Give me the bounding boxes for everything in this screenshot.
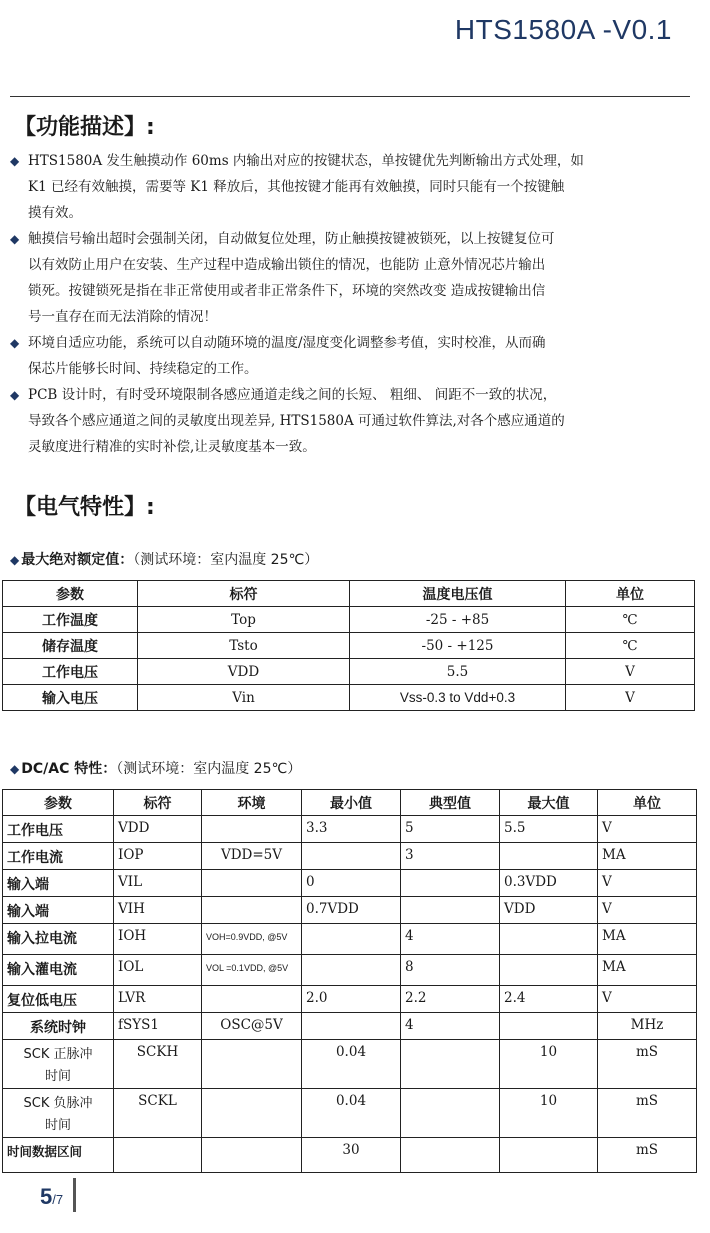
column-header: 最大值 [500,790,598,816]
table-cell: IOH [114,924,202,955]
table-cell [500,955,598,986]
table-row [3,659,695,685]
table-cell: mS [598,1089,697,1138]
paragraph-line: 号一直存在而无法消除的情况！ [28,309,217,325]
table-cell: IOL [114,955,202,986]
function-paragraph [8,330,692,382]
table-header-row [3,790,697,816]
paragraph-line: 灵敏度进行精准的实时补偿,让灵敏度基本一致。 [28,439,316,455]
table-cell [302,1013,401,1040]
abs-max-table [2,580,695,711]
table-cell: 复位低电压 [3,986,114,1013]
column-header: 参数 [3,581,138,607]
table-cell: 3.3 [302,816,401,843]
paragraph-line: 锁死。按键锁死是指在非正常使用或者非正常条件下，环境的突然改变 造成按键输出信 [28,283,546,299]
dcac-env: （测试环境：室内温度 25℃） [116,761,302,777]
table-cell: 5.5 [350,659,566,685]
column-header: 最小值 [302,790,401,816]
dcac-heading [10,758,301,778]
paragraph-line: 环境自适应功能，系统可以自动随环境的温度/湿度变化调整参考值，实时校准，从而确 [28,335,546,351]
table-cell: mS [598,1040,697,1089]
table-cell: 0.7VDD [302,897,401,924]
diamond-bullet-icon: ◆ [10,232,20,246]
table-cell: 10 [500,1040,598,1089]
total-pages: /7 [52,1192,64,1207]
column-header: 温度电压值 [350,581,566,607]
table-cell [202,1138,302,1173]
table-cell: OSC@5V [202,1013,302,1040]
function-description [8,148,692,460]
table-cell: MA [598,843,697,870]
table-row [3,1089,697,1138]
column-header: 标符 [114,790,202,816]
table-row [3,986,697,1013]
table-cell [401,1089,500,1138]
table-row [3,955,697,986]
diamond-bullet-icon: ◆ [10,336,20,350]
current-page: 5 [40,1184,53,1209]
table-cell [500,1138,598,1173]
header-divider [10,96,690,97]
table-row [3,607,695,633]
table-cell: SCKH [114,1040,202,1089]
table-cell: VIH [114,897,202,924]
column-header: 单位 [566,581,695,607]
table-cell: Vin [138,685,350,711]
table-cell [500,924,598,955]
paragraph-line: PCB 设计时，有时受环境限制各感应通道走线之间的长短、 粗细、 间距不一致的状况， [28,387,557,403]
table-cell: VDD=5V [202,843,302,870]
table-cell: 工作温度 [3,607,138,633]
table-cell [401,870,500,897]
table-row [3,685,695,711]
paragraph-line: K1 已经有效触摸，需要等 K1 释放后，其他按键才能再有效触摸，同时只能有一个按键触 [28,179,565,195]
table-row [3,816,697,843]
table-cell: ℃ [566,633,695,659]
column-header: 单位 [598,790,697,816]
table-cell: 4 [401,924,500,955]
table-cell: -50 - +125 [350,633,566,659]
table-cell [500,843,598,870]
table-cell: 2.2 [401,986,500,1013]
table-row [3,897,697,924]
table-cell: 工作电压 [3,659,138,685]
table-cell: Tsto [138,633,350,659]
table-cell: -25 - +85 [350,607,566,633]
table-row [3,924,697,955]
table-cell: Top [138,607,350,633]
table-cell: 输入端 [3,897,114,924]
table-cell: 2.4 [500,986,598,1013]
table-cell: 2.0 [302,986,401,1013]
table-cell: VIL [114,870,202,897]
abs-max-env: （测试环境：室内温度 25℃） [133,552,319,568]
table-cell: 5.5 [500,816,598,843]
diamond-bullet-icon: ◆ [10,154,20,168]
paragraph-line: 摸有效。 [28,205,82,221]
table-cell: 系统时钟 [3,1013,114,1040]
abs-max-heading [10,549,318,569]
table-cell [401,1138,500,1173]
table-cell: 时间数据区间 [3,1138,114,1173]
table-cell: mS [598,1138,697,1173]
table-cell [114,1138,202,1173]
table-cell: 输入灌电流 [3,955,114,986]
table-cell: 4 [401,1013,500,1040]
footer-divider [73,1178,76,1212]
document-title: HTS1580A -V0.1 [454,14,672,45]
table-cell: fSYS1 [114,1013,202,1040]
table-cell: VDD [138,659,350,685]
table-cell [302,924,401,955]
table-cell [202,870,302,897]
table-cell: ℃ [566,607,695,633]
paragraph-line: HTS1580A 发生触摸动作 60ms 内输出对应的按键状态，单按键优先判断输出方式处理，如 [28,153,584,169]
dcac-label: DC/AC 特性： [21,761,117,777]
table-cell: MHz [598,1013,697,1040]
table-cell [401,897,500,924]
table-cell: 输入拉电流 [3,924,114,955]
table-cell [302,955,401,986]
table-cell [202,1089,302,1138]
table-cell [202,897,302,924]
table-cell: V [598,870,697,897]
table-cell: 3 [401,843,500,870]
table-cell [500,1013,598,1040]
column-header: 参数 [3,790,114,816]
table-row [3,633,695,659]
table-row [3,870,697,897]
table-row [3,843,697,870]
table-cell: 储存温度 [3,633,138,659]
table-cell: VOH=0.9VDD, @5V [202,924,302,955]
table-header-row [3,581,695,607]
table-cell [302,843,401,870]
table-row [3,1013,697,1040]
diamond-bullet-icon: ◆ [10,553,20,567]
page-number [40,1184,63,1210]
table-cell: 8 [401,955,500,986]
table-cell: 0.04 [302,1040,401,1089]
table-cell: 0.04 [302,1089,401,1138]
table-cell: SCK 正脉冲 时间 [3,1040,114,1089]
section-title-electrical: 【电气特性】: [14,495,155,520]
paragraph-line: 保芯片能够长时间、持续稳定的工作。 [28,361,258,377]
table-cell: IOP [114,843,202,870]
table-cell: 输入端 [3,870,114,897]
function-paragraph [8,226,692,330]
table-cell: 工作电流 [3,843,114,870]
table-cell: V [566,659,695,685]
table-cell: 0.3VDD [500,870,598,897]
paragraph-line: 触摸信号输出超时会强制关闭，自动做复位处理，防止触摸按键被锁死，以上按键复位可 [28,231,555,247]
table-cell: 0 [302,870,401,897]
table-cell: 工作电压 [3,816,114,843]
table-cell [202,816,302,843]
table-cell: MA [598,924,697,955]
abs-max-label: 最大绝对额定值： [21,552,134,568]
table-cell: 10 [500,1089,598,1138]
table-row [3,1040,697,1089]
table-cell: MA [598,955,697,986]
table-cell: V [566,685,695,711]
dcac-table [2,789,697,1173]
table-cell: V [598,897,697,924]
function-paragraph [8,148,692,226]
table-cell: VDD [114,816,202,843]
function-paragraph [8,382,692,460]
section-title-function: 【功能描述】: [14,115,155,140]
table-cell: VOL =0.1VDD, @5V [202,955,302,986]
table-cell [202,986,302,1013]
table-cell: V [598,816,697,843]
table-cell [202,1040,302,1089]
paragraph-line: 以有效防止用户在安装、生产过程中造成输出锁住的情况，也能防 止意外情况芯片输出 [28,257,546,273]
table-cell: LVR [114,986,202,1013]
table-cell: 30 [302,1138,401,1173]
table-cell: V [598,986,697,1013]
table-cell: SCK 负脉冲 时间 [3,1089,114,1138]
diamond-bullet-icon: ◆ [10,388,20,402]
column-header: 典型值 [401,790,500,816]
diamond-bullet-icon: ◆ [10,762,20,776]
table-row [3,1138,697,1173]
table-cell [401,1040,500,1089]
table-cell: SCKL [114,1089,202,1138]
table-cell: 5 [401,816,500,843]
column-header: 标符 [138,581,350,607]
table-cell: Vss-0.3 to Vdd+0.3 [350,685,566,711]
table-cell: VDD [500,897,598,924]
paragraph-line: 导致各个感应通道之间的灵敏度出现差异, HTS1580A 可通过软件算法,对各个感应通道的 [28,413,565,429]
column-header: 环境 [202,790,302,816]
table-cell: 输入电压 [3,685,138,711]
